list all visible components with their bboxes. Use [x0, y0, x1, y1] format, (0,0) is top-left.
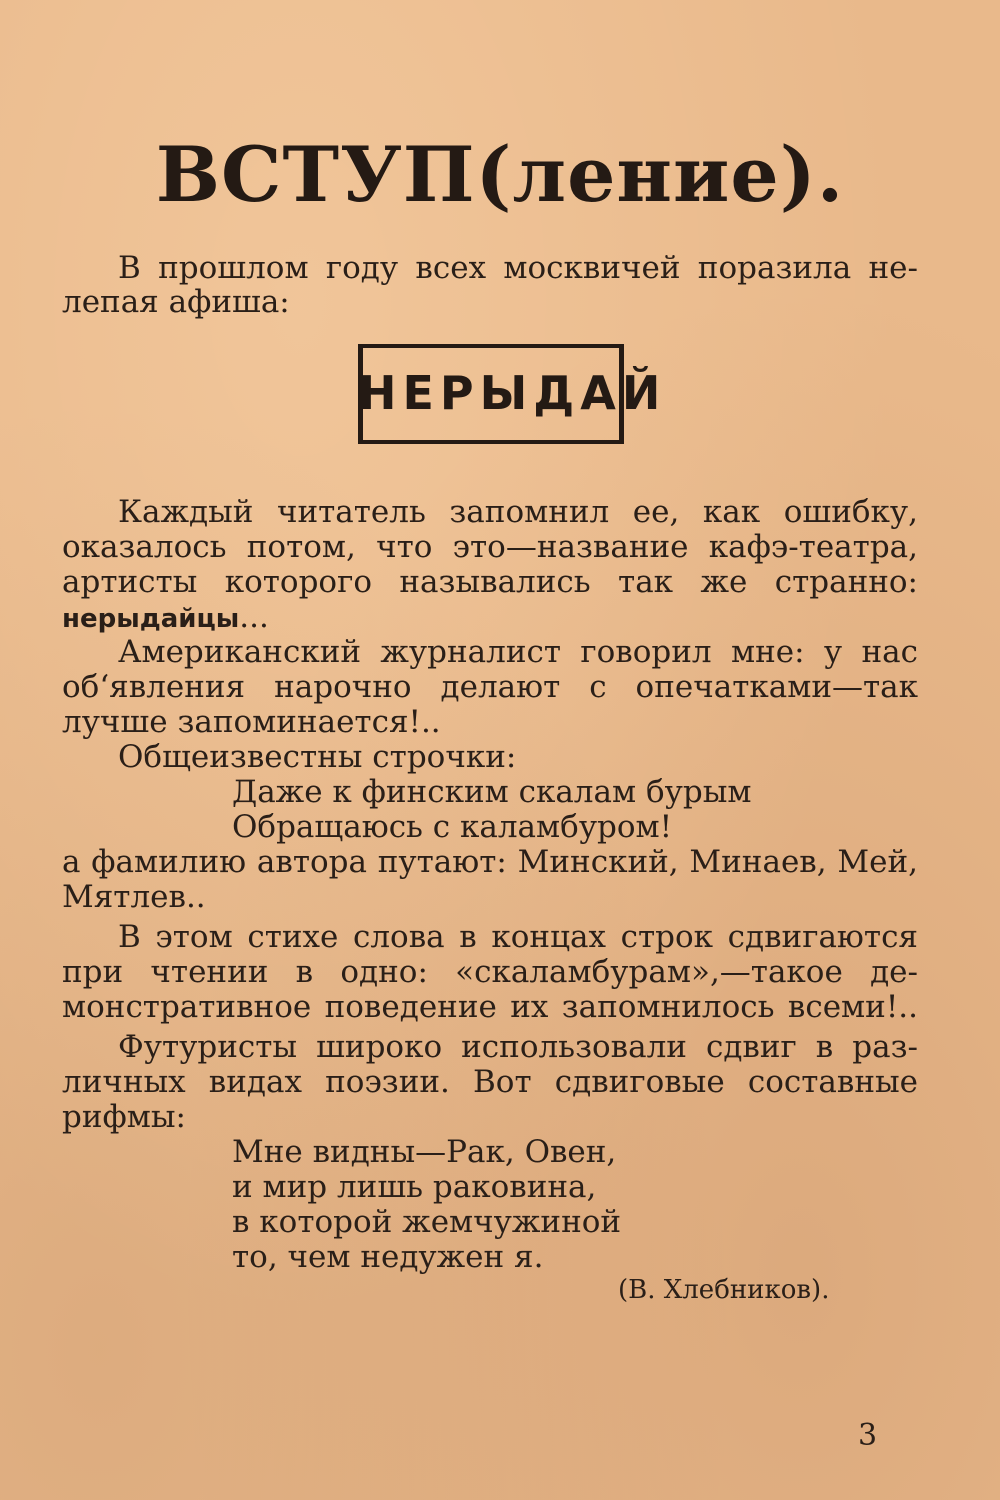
sign-border-bottom — [362, 440, 624, 444]
para2-line-3: лучше запоминается!.. — [62, 704, 441, 740]
para1-line-2: оказалось потом, что это—название кафэ-театра, — [62, 529, 918, 565]
para4-line-3: монстративное поведение их запомнилось всеми!.. — [62, 989, 918, 1025]
para3-line-3: Мятлев.. — [62, 879, 206, 915]
poem-attribution: (В. Хлебников). — [618, 1275, 830, 1305]
para3-line-1: Общеизвестны строчки: — [118, 739, 517, 775]
poster-sign — [358, 344, 667, 444]
para5-line-1: Футуристы широко использовали сдвиг в раз- — [118, 1029, 918, 1065]
para1-line-3: артисты которого назывались так же странно: — [62, 564, 918, 600]
intro-line-2: лепая афиша: — [62, 284, 290, 320]
quote-verse-1: Даже к финским скалам бурым — [232, 774, 752, 810]
para1-line-1: Каждый читатель запомнил ее, как ошибку, — [118, 494, 918, 530]
para5-line-3: рифмы: — [62, 1099, 186, 1135]
para2-line-2: об‘явления нарочно делают с опечатками—так — [62, 669, 918, 705]
poem-line: то, чем недужен я. — [232, 1239, 544, 1275]
quote-verse-2: Обращаюсь с каламбуром! — [232, 809, 673, 845]
sign-text: НЕРЫДАЙ — [358, 366, 667, 420]
para4-line-1: В этом стихе слова в концах строк сдвигаются — [118, 919, 918, 955]
sign-border-top — [358, 344, 620, 348]
poem-line: и мир лишь раковина, — [232, 1169, 597, 1205]
poem-line: Мне видны—Рак, Овен, — [232, 1134, 617, 1170]
para1-ellipsis: ... — [239, 599, 269, 635]
troupe-name: нерыдайцы — [62, 604, 240, 634]
poem-line: в которой жемчужиной — [232, 1204, 622, 1240]
para3-line-2: а фамилию автора путают: Минский, Минаев, Мей, — [62, 844, 918, 880]
para2-line-1: Американский журналист говорил мне: у нас — [118, 634, 918, 670]
para4-line-2: при чтении в одно: «скаламбурам»,—такое де- — [62, 954, 918, 990]
page-number: 3 — [858, 1418, 878, 1453]
para5-line-2: личных видах поэзии. Вот сдвиговые составные — [62, 1064, 918, 1100]
page-title: ВСТУП(ление). — [155, 130, 845, 219]
intro-line-1: В прошлом году всех москвичей поразила не- — [118, 250, 918, 286]
